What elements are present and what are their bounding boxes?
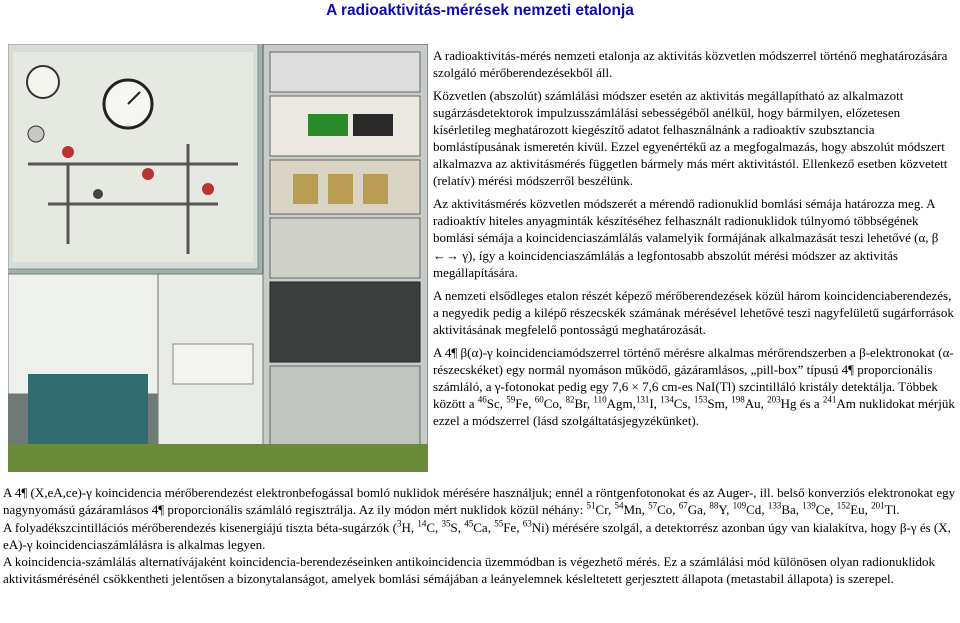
mass-number: 59 xyxy=(506,394,516,405)
mass-number: 55 xyxy=(494,518,504,529)
mass-number: 35 xyxy=(441,518,451,529)
mass-number: 203 xyxy=(767,394,781,405)
mass-number: 153 xyxy=(693,394,708,405)
equipment-photo xyxy=(8,44,428,472)
mass-number: 51 xyxy=(586,500,596,511)
direct-method-paragraph: Közvetlen (abszolút) számlálási módszer esetén az aktivitás megállapítható az alkalmazott sugárzásdetektorok impulzusszámlálási sebességéből anélkül, hogy bármilyen, előzetesen kísérletileg meghatározott kiegészítő adatot felhasználnánk a radioaktív szubsztancia bomlástípusának ismeretén kívül. Ezzel egyenértékű az a megfogalmazás, hogy abszolút módszert alkalmazva az aktivitásmérés független bármely más mért aktivitástól. Ellenkező esetben közvetett (relatív) mérési módszerről beszélünk. xyxy=(433,88,948,189)
mass-number: 63 xyxy=(522,518,532,529)
beta-gamma-paragraph: A 4¶ β(α)-γ koincidenciamódszerrel történő mérésre alkalmas mérőrendszerben a β-elektronokat (α-részecskéket) egy normál nyomáson működő, gázáramlásos, „pill-box” típusú 4¶ proporcionális számláló, a γ-fotonokat pedig egy 7,6 × 7,6 cm-es NaI(Tl) szcintilláló kristály detektálja. Többek között a $^{46}$Sc, $^{59}$Fe, $^{60}$Co, $^{82}$Br, $^{110}$Agm,$^{131}$I, $^{134}$Cs, $^{153}$Sm, $^{198}$Au, $^{203}$Hg és a $^{241}$Am nuklidokat mérjük ezzel a módszerrel (lásd szolgáltatásjegyzékünket). xyxy=(433,344,955,428)
equipment-photo-drawing xyxy=(8,44,428,472)
mass-number: 60 xyxy=(534,394,544,405)
ec-paragraph: A 4¶ (X,eA,ce)-γ koincidencia mérőberendezést elektronbefogással bomló nuklidok mérésére használjuk; ennél a röntgenfotonokat és az Auger-, ill. belső konverziós elektronokat egy nagynyomású gázáramlásos 4¶ proporcionális számláló regisztrálja. Az ily módon mért nuklidok közül néhány: $^{51}$Cr, $^{54}$Mn, $^{57}$Co, $^{67}$Ga, $^{88}$Y, $^{109}$Cd, $^{133}$Ba, $^{139}$Ce, $^{152}$Eu, $^{201}$Tl. xyxy=(3,485,956,518)
beta-gamma-text-end: nuklidokat mérjük ezzel a módszerrel (lásd szolgáltatásjegyzékünket). xyxy=(433,395,955,428)
mass-number: 201 xyxy=(871,500,885,511)
mass-number: 139 xyxy=(802,500,816,511)
mass-number: 88 xyxy=(709,500,719,511)
mass-number: 54 xyxy=(614,500,624,511)
intro-column xyxy=(433,47,958,435)
mass-number: 57 xyxy=(648,500,658,511)
anticoincidence-paragraph: A koincidencia-számlálás alternatívájaként koincidencia-berendezéseinken antikoincidencia üzemmódban is végezhető mérés. Ez a számlálási mód különösen olyan radionuklidok aktivitásmérésénél csökkentheti jelentősen a bizonytalanságot, amelyek bomlási sémájában a leányelemnek késleltetett gerjesztett állapota (metastabil állapota) is szerepel. xyxy=(3,554,936,587)
mass-number: 109 xyxy=(732,500,747,511)
mass-number: 82 xyxy=(565,394,575,405)
mass-number: 110 xyxy=(593,394,607,405)
mass-number: 67 xyxy=(678,500,688,511)
mass-number: 241 xyxy=(822,394,837,405)
liquid-scint-paragraph: A folyadékszcintillációs mérőberendezés kisenergiájú tiszta béta-sugárzók ($^3$H, $^{14}$C, $^{35}$S, $^{45}$Ca, $^{55}$Fe, $^{63}$Ni) mérésére szolgál, a detektorrész azonban úgy van kialakítva, hogy β-γ és (X, eA)-γ koincidenciaszámlálásra is alkalmas legyen. xyxy=(3,518,951,552)
mass-number: 131 xyxy=(635,394,650,405)
beta-gamma-text: A 4¶ β(α)-γ koincidenciamódszerrel történő mérésre alkalmas mérőrendszerben a β-elektronokat (α-részecskéket) egy normál nyomáson működő, gázáramlásos, „pill-box” típusú 4¶ proporcionális számláló, a γ-fotonokat pedig egy 7,6 × 7,6 cm-es NaI(Tl) szcintilláló kristály detektálja. Többek között a xyxy=(433,344,954,411)
intro-paragraph: A radioaktivitás-mérés nemzeti etalonja az aktivitás közvetlen módszerrel történő meghatározására szolgáló mérőberendezésekből áll. xyxy=(433,48,948,81)
decay-scheme-paragraph: Az aktivitásmérés közvetlen módszerét a mérendő radionuklid bomlási sémája határozza meg. A radioaktív hiteles anyagminták készítéséhez felhasznált radionuklidok túlnyomó többségének bomlási sémája a koincidenciaszámlálás valamelyik formájának alkalmazását teszi lehetővé (α, β ←→ γ), így a koincidenciaszámlálás a legfontosabb abszolút mérési módszer az aktivitás megállapítására. xyxy=(433,196,939,280)
primary-standard-paragraph: A nemzeti elsődleges etalon részét képező mérőberendezések közül három koincidenciaberendezés, a negyedik pedig a kilépő részecskék számának mérésével lehetővé teszi nagyfelületű sugárforrások aktivitásának megfelelő pontosságú meghatározását. xyxy=(433,287,954,337)
bottom-text xyxy=(3,484,957,588)
mass-number: 46 xyxy=(477,394,487,405)
mass-number: 3 xyxy=(396,518,402,529)
mass-number: 152 xyxy=(836,500,851,511)
mass-number: 134 xyxy=(660,394,674,405)
mass-number: 14 xyxy=(417,518,427,529)
page-title: A radioaktivitás-mérések nemzeti etalonja xyxy=(326,2,634,19)
mass-number: 45 xyxy=(464,518,474,529)
mass-number: 133 xyxy=(767,500,782,511)
mass-number: 198 xyxy=(731,394,745,405)
